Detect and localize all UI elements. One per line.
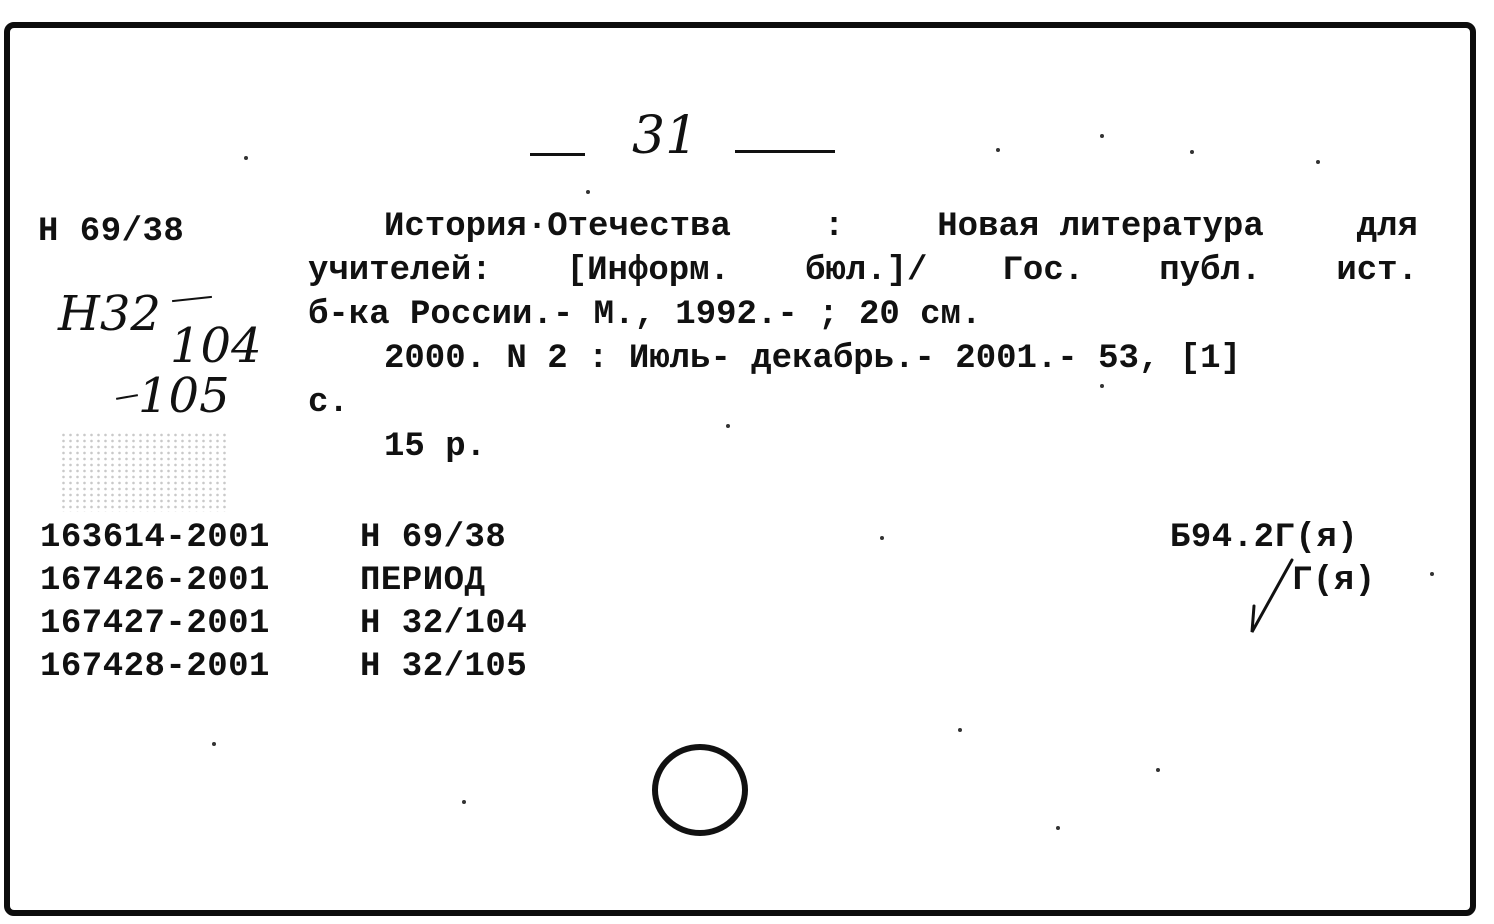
header-dash-left	[530, 153, 585, 156]
location: Н 32/105	[360, 648, 528, 686]
word: учителей:	[308, 252, 492, 290]
handwritten-mark-3: 105	[138, 368, 230, 424]
word: б-ка	[308, 296, 390, 334]
word: М.,	[593, 296, 655, 334]
price: 15 р.	[384, 428, 487, 466]
classification-index: Б94.2Г(я)	[1170, 519, 1359, 557]
inventory-number: 167428-2001	[40, 648, 270, 686]
page-number: 31	[632, 106, 699, 166]
handwritten-mark-1: Н32	[58, 286, 161, 342]
header-dash-right	[735, 150, 835, 153]
word: публ.	[1159, 252, 1262, 290]
title-line-2	[308, 249, 1418, 293]
word: литература	[1059, 208, 1264, 246]
word: бюл.]/	[805, 252, 928, 290]
speck	[958, 728, 962, 732]
word: России.-	[410, 296, 574, 334]
speck	[1156, 768, 1160, 772]
speck	[1100, 134, 1104, 138]
punch-hole	[652, 744, 748, 836]
location: Н 32/104	[360, 605, 528, 643]
word: для	[1356, 208, 1418, 246]
word: :	[823, 208, 845, 246]
handwritten-mark-2: 104	[170, 318, 262, 374]
classification-sub-index: Г(я)	[1292, 562, 1376, 600]
location: Н 69/38	[360, 519, 507, 557]
word: ;	[818, 296, 839, 334]
stamp-smudge	[60, 432, 230, 512]
title-line-1	[308, 205, 1418, 249]
speck	[880, 536, 884, 540]
speck	[244, 156, 248, 160]
speck	[1430, 572, 1434, 576]
speck	[462, 800, 466, 804]
title-line-3	[308, 293, 1418, 337]
word: ист.	[1336, 252, 1418, 290]
inventory-number: 167427-2001	[40, 605, 270, 643]
issue-line: 2000. N 2 : Июль- декабрь.- 2001.- 53, [1]	[384, 340, 1241, 378]
phrase	[937, 205, 1263, 249]
word: История·Отечества	[384, 208, 731, 246]
location: ПЕРИОД	[360, 562, 486, 600]
word: [Информ.	[566, 252, 730, 290]
word: Новая	[937, 208, 1040, 246]
speck	[1100, 384, 1104, 388]
word: 1992.-	[675, 296, 798, 334]
speck	[586, 190, 590, 194]
inventory-number: 167426-2001	[40, 562, 270, 600]
speck	[726, 424, 730, 428]
word: Гос.	[1002, 252, 1085, 290]
inventory-number: 163614-2001	[40, 519, 270, 557]
shelf-mark: Н 69/38	[38, 213, 185, 251]
speck	[1316, 160, 1320, 164]
speck	[996, 148, 1000, 152]
word: см.	[920, 296, 982, 334]
speck	[212, 742, 216, 746]
speck	[1056, 826, 1060, 830]
issue-continuation: с.	[308, 384, 349, 422]
speck	[1190, 150, 1194, 154]
word: 20	[858, 296, 900, 334]
bibliographic-description	[308, 205, 1418, 469]
checkmark-icon	[1240, 556, 1300, 646]
